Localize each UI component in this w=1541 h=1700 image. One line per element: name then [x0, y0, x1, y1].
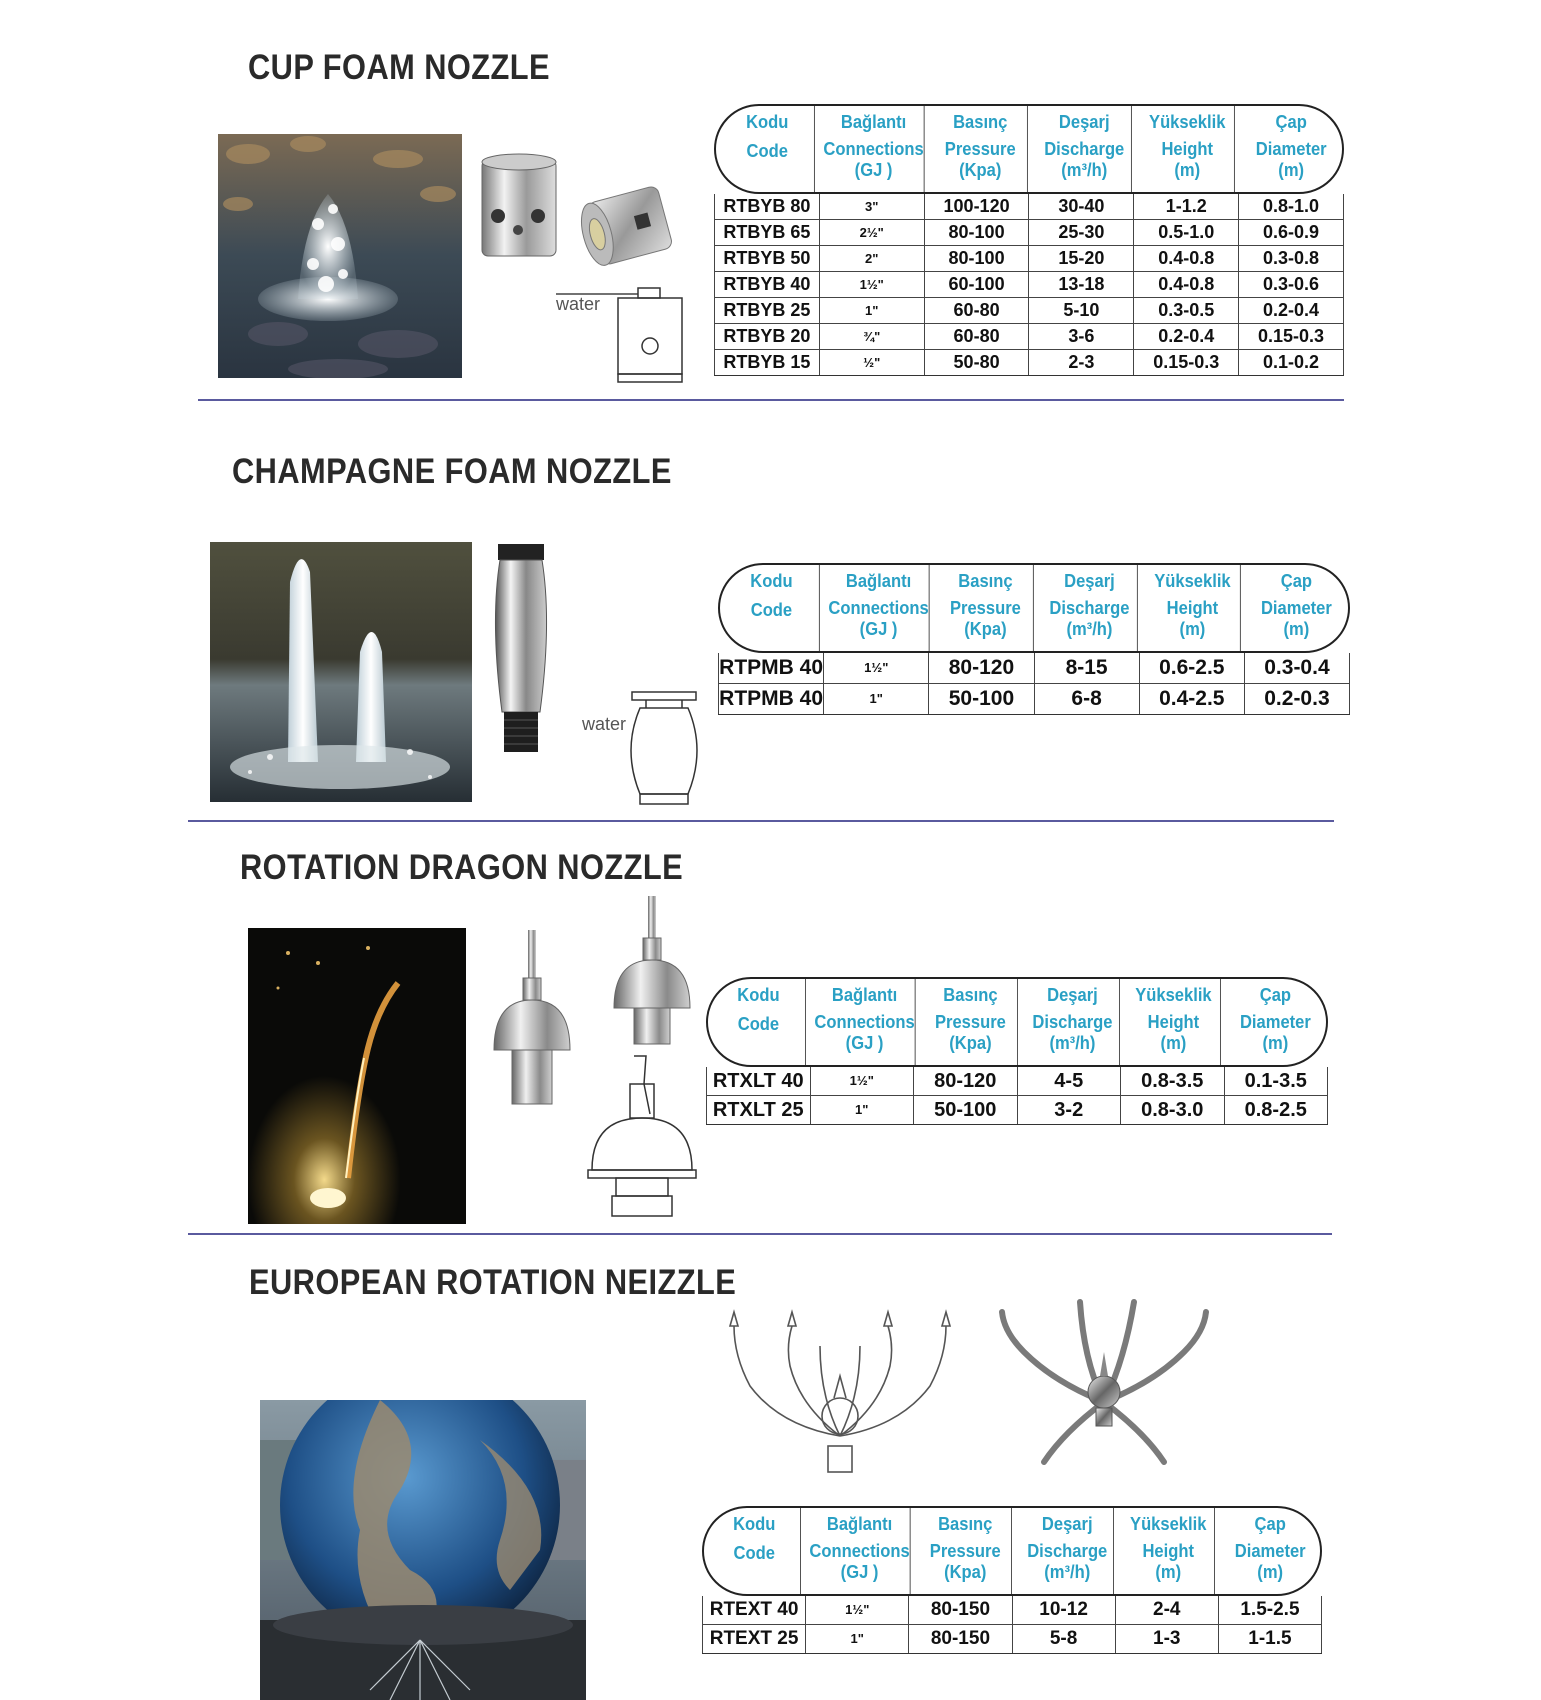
dragon-nozzle-image-right [610, 896, 694, 1046]
cell-conn: 1" [811, 1096, 915, 1124]
spec-table-cup-foam [714, 104, 1344, 376]
header-diameter: Çap Diameter (m) [1255, 112, 1327, 180]
spec-header [706, 977, 1328, 1067]
cup-foam-photo-art [218, 134, 462, 378]
table-row [714, 246, 1344, 272]
header-connections: Bağlantı Connections (GJ ) [824, 106, 925, 192]
cell-height: 0.15-0.3 [1134, 350, 1239, 375]
water-label-champagne: water [582, 714, 627, 734]
cell-diameter: 0.3-0.6 [1239, 272, 1344, 297]
section-divider [198, 399, 1344, 401]
cup-nozzle-cylinder-image [476, 152, 562, 262]
european-nozzle-chrome-image [984, 1282, 1224, 1482]
cell-discharge: 5-10 [1029, 298, 1134, 323]
cell-height: 0.4-0.8 [1134, 246, 1239, 271]
spec-header [714, 104, 1344, 194]
cell-height: 0.8-3.0 [1121, 1096, 1225, 1124]
cell-conn: ¾" [820, 324, 925, 349]
champagne-foam-photo [210, 542, 472, 802]
cup-nozzle-cylinder-art [476, 152, 562, 262]
cell-conn: 1" [824, 684, 929, 714]
cell-discharge: 3-6 [1029, 324, 1134, 349]
cell-code: RTEXT 25 [702, 1625, 806, 1653]
section-title-rotation-dragon: ROTATION DRAGON NOZZLE [240, 848, 684, 887]
cell-discharge: 30-40 [1029, 194, 1134, 219]
cell-conn: 1" [806, 1625, 909, 1653]
cup-nozzle-side-art [572, 180, 684, 270]
header-pressure: Basınç Pressure (Kpa) [919, 1508, 1012, 1594]
cell-discharge: 10-12 [1013, 1596, 1116, 1624]
table-row [714, 220, 1344, 246]
table-row [702, 1625, 1322, 1654]
cell-pressure: 80-100 [925, 246, 1030, 271]
cell-code: RTBYB 65 [714, 220, 820, 245]
cell-code: RTBYB 20 [714, 324, 820, 349]
header-code: Kodu Code [712, 979, 806, 1065]
european-rotation-photo [260, 1400, 586, 1700]
cell-pressure: 50-100 [914, 1096, 1018, 1124]
cell-diameter: 0.3-0.8 [1239, 246, 1344, 271]
cell-code: RTPMB 40 [718, 684, 824, 714]
cell-diameter: 0.15-0.3 [1239, 324, 1344, 349]
cell-pressure: 80-120 [914, 1067, 1018, 1095]
cell-discharge: 4-5 [1018, 1067, 1122, 1095]
cell-conn: 2½" [820, 220, 925, 245]
cell-conn: 1½" [811, 1067, 915, 1095]
rotation-dragon-photo [248, 928, 466, 1224]
header-connections: Bağlantı Connections (GJ ) [828, 565, 929, 651]
table-row [714, 298, 1344, 324]
rotation-dragon-photo-art [248, 928, 466, 1224]
section-title-cup-foam: CUP FOAM NOZZLE [248, 48, 551, 87]
cell-code: RTBYB 40 [714, 272, 820, 297]
cell-code: RTBYB 80 [714, 194, 820, 219]
table-row [702, 1596, 1322, 1625]
cell-discharge: 6-8 [1035, 684, 1140, 714]
cell-diameter: 1-1.5 [1219, 1625, 1322, 1653]
cell-discharge: 13-18 [1029, 272, 1134, 297]
cup-nozzle-side-image [572, 180, 684, 270]
cell-conn: 1½" [820, 272, 925, 297]
cell-pressure: 80-120 [929, 653, 1034, 683]
spec-table-champagne-foam [718, 563, 1350, 715]
header-diameter: Çap Diameter (m) [1240, 985, 1312, 1053]
cell-height: 1-3 [1116, 1625, 1219, 1653]
cell-pressure: 60-80 [925, 324, 1030, 349]
header-discharge: Deşarj Discharge (m³/h) [1042, 565, 1137, 651]
cell-diameter: 0.1-3.5 [1225, 1067, 1329, 1095]
cell-code: RTPMB 40 [718, 653, 824, 683]
cell-discharge: 2-3 [1029, 350, 1134, 375]
cell-code: RTXLT 40 [706, 1067, 811, 1095]
champagne-nozzle-image [490, 542, 552, 762]
cell-pressure: 100-120 [925, 194, 1030, 219]
cell-code: RTXLT 25 [706, 1096, 811, 1124]
table-row [718, 684, 1350, 715]
table-row [714, 324, 1344, 350]
header-discharge: Deşarj Discharge (m³/h) [1026, 979, 1120, 1065]
cell-conn: 1½" [806, 1596, 909, 1624]
cell-height: 0.3-0.5 [1134, 298, 1239, 323]
header-pressure: Basınç Pressure (Kpa) [934, 106, 1029, 192]
header-diameter: Çap Diameter (m) [1261, 571, 1333, 639]
cell-pressure: 80-150 [909, 1625, 1012, 1653]
header-code: Kodu Code [724, 565, 819, 651]
cell-discharge: 8-15 [1035, 653, 1140, 683]
section-divider [188, 1233, 1332, 1235]
cell-diameter: 0.1-0.2 [1239, 350, 1344, 375]
cup-foam-photo [218, 134, 462, 378]
cell-diameter: 0.2-0.3 [1245, 684, 1350, 714]
cell-conn: 2" [820, 246, 925, 271]
cell-height: 0.5-1.0 [1134, 220, 1239, 245]
cell-diameter: 0.6-0.9 [1239, 220, 1344, 245]
european-nozzle-line-drawing [720, 1306, 960, 1482]
cell-code: RTBYB 50 [714, 246, 820, 271]
spec-header [718, 563, 1350, 653]
section-title-european-rotation: EUROPEAN ROTATION NEIZZLE [249, 1263, 737, 1302]
table-row [706, 1096, 1328, 1125]
cell-discharge: 15-20 [1029, 246, 1134, 271]
header-discharge: Deşarj Discharge (m³/h) [1037, 106, 1132, 192]
table-row [714, 194, 1344, 220]
dragon-nozzle-image-left [490, 930, 574, 1108]
cell-diameter: 1.5-2.5 [1219, 1596, 1322, 1624]
header-pressure: Basınç Pressure (Kpa) [924, 979, 1018, 1065]
champagne-nozzle-diagram-art [626, 690, 702, 806]
section-title-champagne-foam: CHAMPAGNE FOAM NOZZLE [232, 452, 672, 491]
cell-conn: ½" [820, 350, 925, 375]
header-height: Yükseklik Height (m) [1140, 106, 1235, 192]
cell-height: 0.8-3.5 [1121, 1067, 1225, 1095]
spec-table-rotation-dragon [706, 977, 1328, 1125]
european-rotation-photo-art [260, 1400, 586, 1700]
cell-diameter: 0.3-0.4 [1245, 653, 1350, 683]
cell-height: 0.6-2.5 [1140, 653, 1245, 683]
header-code: Kodu Code [708, 1508, 801, 1594]
cell-code: RTBYB 25 [714, 298, 820, 323]
dragon-nozzle-left-art [490, 930, 574, 1108]
cell-conn: 1½" [824, 653, 929, 683]
cell-diameter: 0.2-0.4 [1239, 298, 1344, 323]
table-row [714, 272, 1344, 298]
cell-pressure: 60-100 [925, 272, 1030, 297]
spec-rows [714, 194, 1344, 376]
champagne-nozzle-diagram [626, 690, 702, 806]
champagne-nozzle-art [490, 542, 552, 762]
cell-height: 1-1.2 [1134, 194, 1239, 219]
european-nozzle-chrome-art [984, 1282, 1224, 1482]
dragon-nozzle-right-art [610, 896, 694, 1046]
cell-discharge: 5-8 [1013, 1625, 1116, 1653]
cell-discharge: 25-30 [1029, 220, 1134, 245]
header-height: Yükseklik Height (m) [1127, 979, 1221, 1065]
cell-pressure: 80-150 [909, 1596, 1012, 1624]
spec-table-european-rotation [702, 1506, 1322, 1654]
cell-diameter: 0.8-1.0 [1239, 194, 1344, 219]
spec-header [702, 1506, 1322, 1596]
header-discharge: Deşarj Discharge (m³/h) [1021, 1508, 1114, 1594]
dragon-nozzle-diagram [586, 1054, 698, 1218]
spec-rows [702, 1596, 1322, 1654]
champagne-foam-photo-art [210, 542, 472, 802]
cell-height: 0.4-0.8 [1134, 272, 1239, 297]
dragon-nozzle-diagram-art [586, 1054, 698, 1218]
header-diameter: Çap Diameter (m) [1234, 1514, 1306, 1582]
cell-code: RTEXT 40 [702, 1596, 806, 1624]
section-divider [188, 820, 1334, 822]
header-connections: Bağlantı Connections (GJ ) [814, 979, 915, 1065]
spec-rows [718, 653, 1350, 715]
cup-nozzle-diagram [556, 286, 686, 386]
cell-pressure: 50-100 [929, 684, 1034, 714]
cell-diameter: 0.8-2.5 [1225, 1096, 1329, 1124]
table-row [714, 350, 1344, 376]
water-label-cup: water [556, 294, 601, 314]
cell-height: 0.4-2.5 [1140, 684, 1245, 714]
cell-pressure: 80-100 [925, 220, 1030, 245]
spec-rows [706, 1067, 1328, 1125]
header-connections: Bağlantı Connections (GJ ) [810, 1508, 911, 1594]
cell-conn: 1" [820, 298, 925, 323]
header-code: Kodu Code [720, 106, 815, 192]
header-height: Yükseklik Height (m) [1146, 565, 1241, 651]
table-row [706, 1067, 1328, 1096]
european-nozzle-line-art [720, 1306, 960, 1482]
cell-height: 0.2-0.4 [1134, 324, 1239, 349]
cell-code: RTBYB 15 [714, 350, 820, 375]
cell-discharge: 3-2 [1018, 1096, 1122, 1124]
cell-pressure: 60-80 [925, 298, 1030, 323]
header-height: Yükseklik Height (m) [1122, 1508, 1215, 1594]
header-pressure: Basınç Pressure (Kpa) [938, 565, 1033, 651]
cell-height: 2-4 [1116, 1596, 1219, 1624]
cell-conn: 3" [820, 194, 925, 219]
table-row [718, 653, 1350, 684]
cell-pressure: 50-80 [925, 350, 1030, 375]
cup-nozzle-diagram-art [556, 286, 686, 386]
